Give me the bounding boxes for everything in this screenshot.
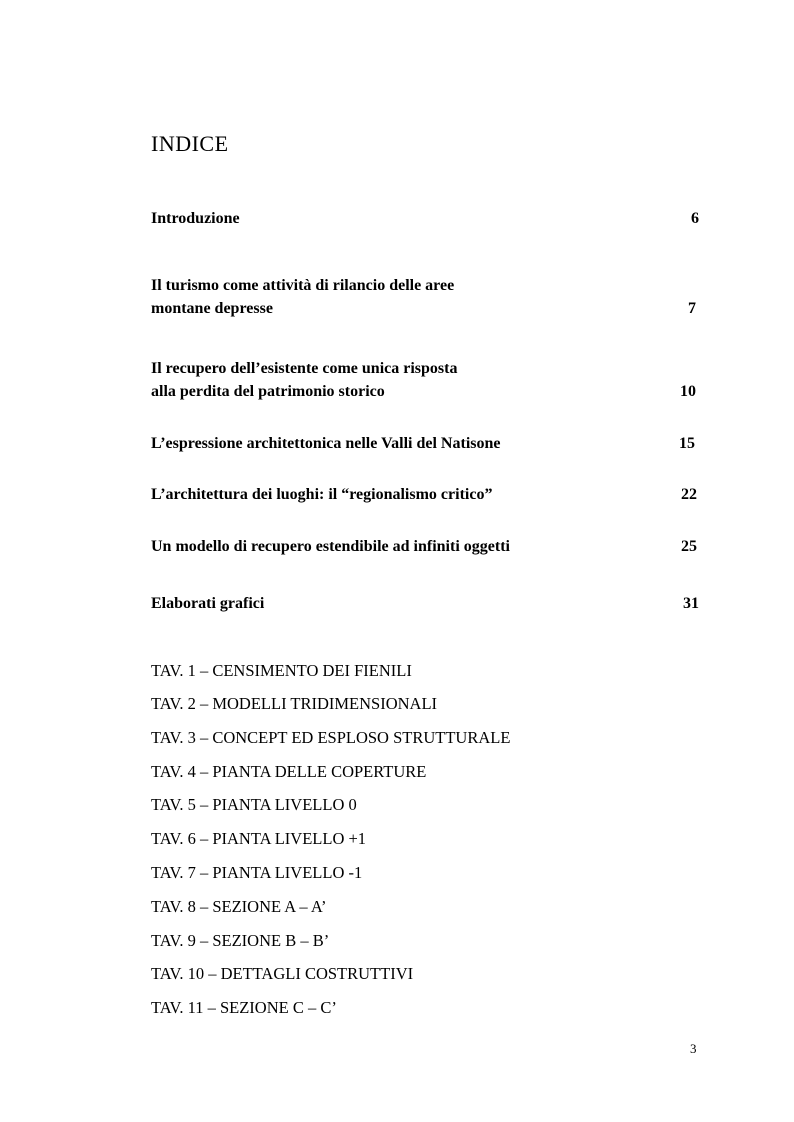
tav-item[interactable]: TAV. 7 – PIANTA LIVELLO -1 [151,863,363,882]
page-number: 3 [690,1041,697,1056]
toc-entry-elaborati[interactable] [151,592,699,615]
toc-entry-line: Introduzione [151,210,240,227]
toc-page-number: 25 [681,538,697,555]
toc-entry-line: montane depresse [151,300,273,317]
toc-entry-recupero[interactable] [151,357,699,403]
toc-entry-introduzione[interactable] [151,207,699,230]
tav-item[interactable]: TAV. 6 – PIANTA LIVELLO +1 [151,829,367,848]
toc-page-number: 7 [688,300,696,317]
toc-entry-turismo[interactable] [151,274,699,320]
toc-entry-line: L’architettura dei luoghi: il “regionalismo critico” [151,486,493,503]
toc-entry-architettura[interactable] [151,483,699,506]
tav-item[interactable]: TAV. 8 – SEZIONE A – A’ [151,897,327,916]
toc-page-number: 10 [680,383,696,400]
toc-entry-line: L’espressione architettonica nelle Valli del Natisone [151,435,501,452]
toc-entry-modello[interactable] [151,535,699,558]
index-title: INDICE [151,131,229,156]
tav-item[interactable]: TAV. 9 – SEZIONE B – B’ [151,931,330,950]
toc-page-number: 15 [679,435,695,452]
tav-item[interactable]: TAV. 2 – MODELLI TRIDIMENSIONALI [151,694,438,713]
toc-entry-line: Un modello di recupero estendibile ad infiniti oggetti [151,538,510,555]
toc-page-number: 31 [683,595,699,612]
toc-entry-line: alla perdita del patrimonio storico [151,383,385,400]
tav-item[interactable]: TAV. 5 – PIANTA LIVELLO 0 [151,795,357,814]
toc-entry-espressione[interactable] [151,432,699,455]
toc-page-number: 6 [691,210,699,227]
toc-page-number: 22 [681,486,697,503]
tav-item[interactable]: TAV. 3 – CONCEPT ED ESPLOSO STRUTTURALE [151,728,511,747]
tav-item[interactable]: TAV. 10 – DETTAGLI COSTRUTTIVI [151,964,414,983]
toc-entry-line: Il recupero dell’esistente come unica risposta [151,360,458,377]
tav-item[interactable]: TAV. 11 – SEZIONE C – C’ [151,998,337,1017]
toc-entry-line: Il turismo come attività di rilancio delle aree [151,277,455,294]
toc-entry-line: Elaborati grafici [151,595,265,612]
tav-item[interactable]: TAV. 1 – CENSIMENTO DEI FIENILI [151,661,412,680]
tav-item[interactable]: TAV. 4 – PIANTA DELLE COPERTURE [151,762,427,781]
